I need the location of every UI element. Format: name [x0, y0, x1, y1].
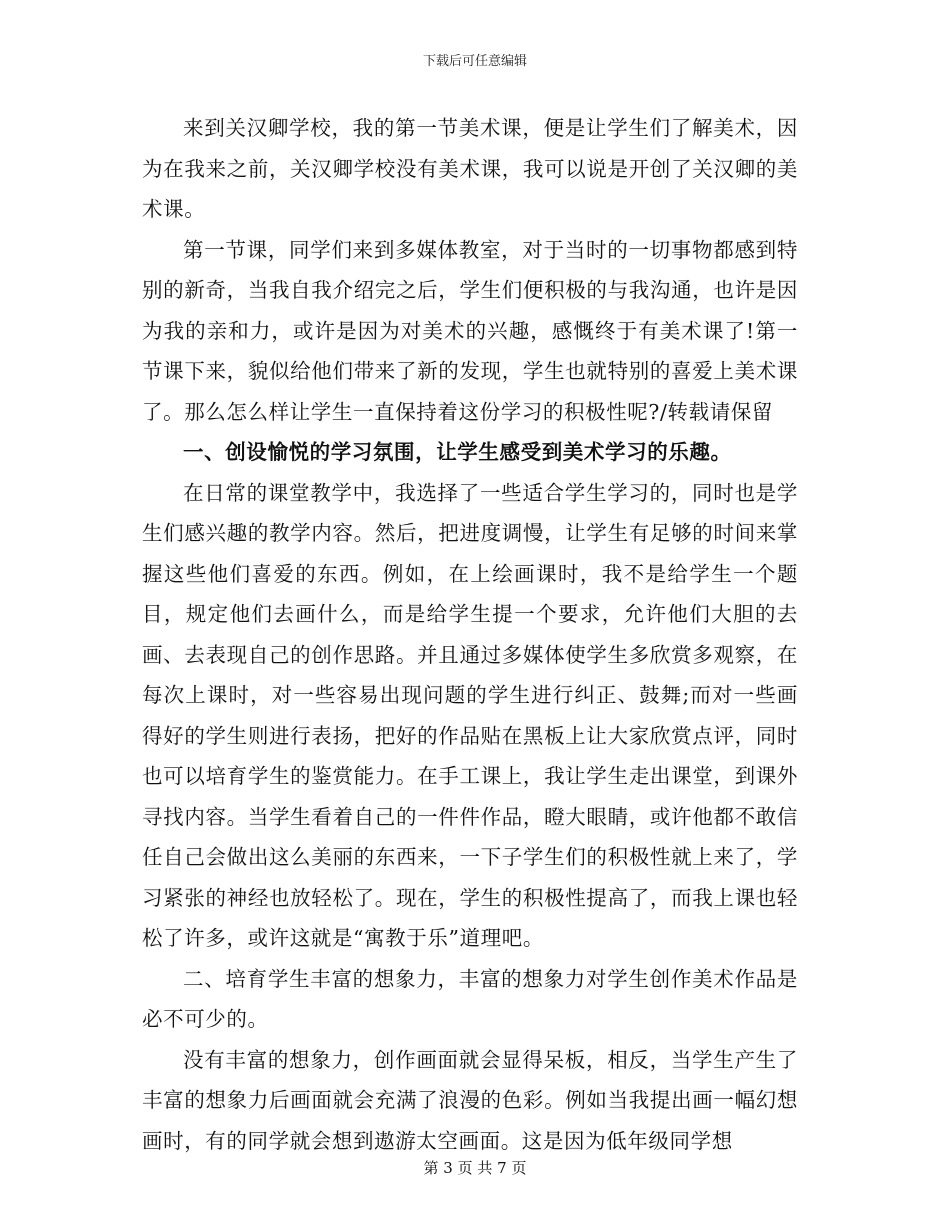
paragraph-imagination: 没有丰富的想象力，创作画面就会显得呆板，相反，当学生产生了丰富的想象力后画面就会充满了浪漫的色彩。例如当我提出画一幅幻想画时，有的同学就会想到遨游太空画面。这是因为低年级同学想: [142, 1047, 798, 1153]
paragraph-first-class: 第一节课，同学们来到多媒体教室，对于当时的一切事物都感到特别的新奇，当我自我介绍完之后，学生们便积极的与我沟通，也许是因为我的亲和力，或许是因为对美术的兴趣，感慨终于有美术课了!第一节课下来，貌似给他们带来了新的发现，学生也就特别的喜爱上美术课了。那么怎么样让学生一直保持着这份学习的积极性呢?/转载请保留: [142, 237, 798, 424]
section-heading-2: 二、培育学生丰富的想象力，丰富的想象力对学生创作美术作品是必不可少的。: [142, 966, 798, 1031]
paragraph-intro: 来到关汉卿学校，我的第一节美术课，便是让学生们了解美术，因为在我来之前，关汉卿学校没有美术课，我可以说是开创了关汉卿的美术课。: [142, 116, 798, 221]
page-number-footer: 第 3 页 共 7 页: [423, 1159, 527, 1177]
document-body: [142, 108, 798, 1161]
section-heading-1: 一、创设愉悦的学习氛围，让学生感受到美术学习的乐趣。: [183, 440, 732, 464]
paragraph-classroom-teaching: 在日常的课堂教学中，我选择了一些适合学生学习的，同时也是学生们感兴趣的教学内容。然后，把进度调慢，让学生有足够的时间来掌握这些他们喜爱的东西。例如，在上绘画课时，我不是给学生一个题目，规定他们去画什么，而是给学生提一个要求，允许他们大胆的去画、去表现自己的创作思路。并且通过多媒体使学生多欣赏多观察，在每次上课时，对一些容易出现问题的学生进行纠正、鼓舞;而对一些画得好的学生则进行表扬，把好的作品贴在黑板上让大家欣赏点评，同时也可以培育学生的鉴赏能力。在手工课上，我让学生走出课堂，到课外寻找内容。当学生看着自己的一件件作品，瞪大眼睛，或许他都不敢信任自己会做出这么美丽的东西来，一下子学生们的积极性就上来了，学习紧张的神经也放轻松了。现在，学生的积极性提高了，而我上课也轻松了许多，或许这就是“寓教于乐”道理吧。: [142, 480, 798, 950]
page-header: 下载后可任意编辑: [422, 54, 527, 69]
